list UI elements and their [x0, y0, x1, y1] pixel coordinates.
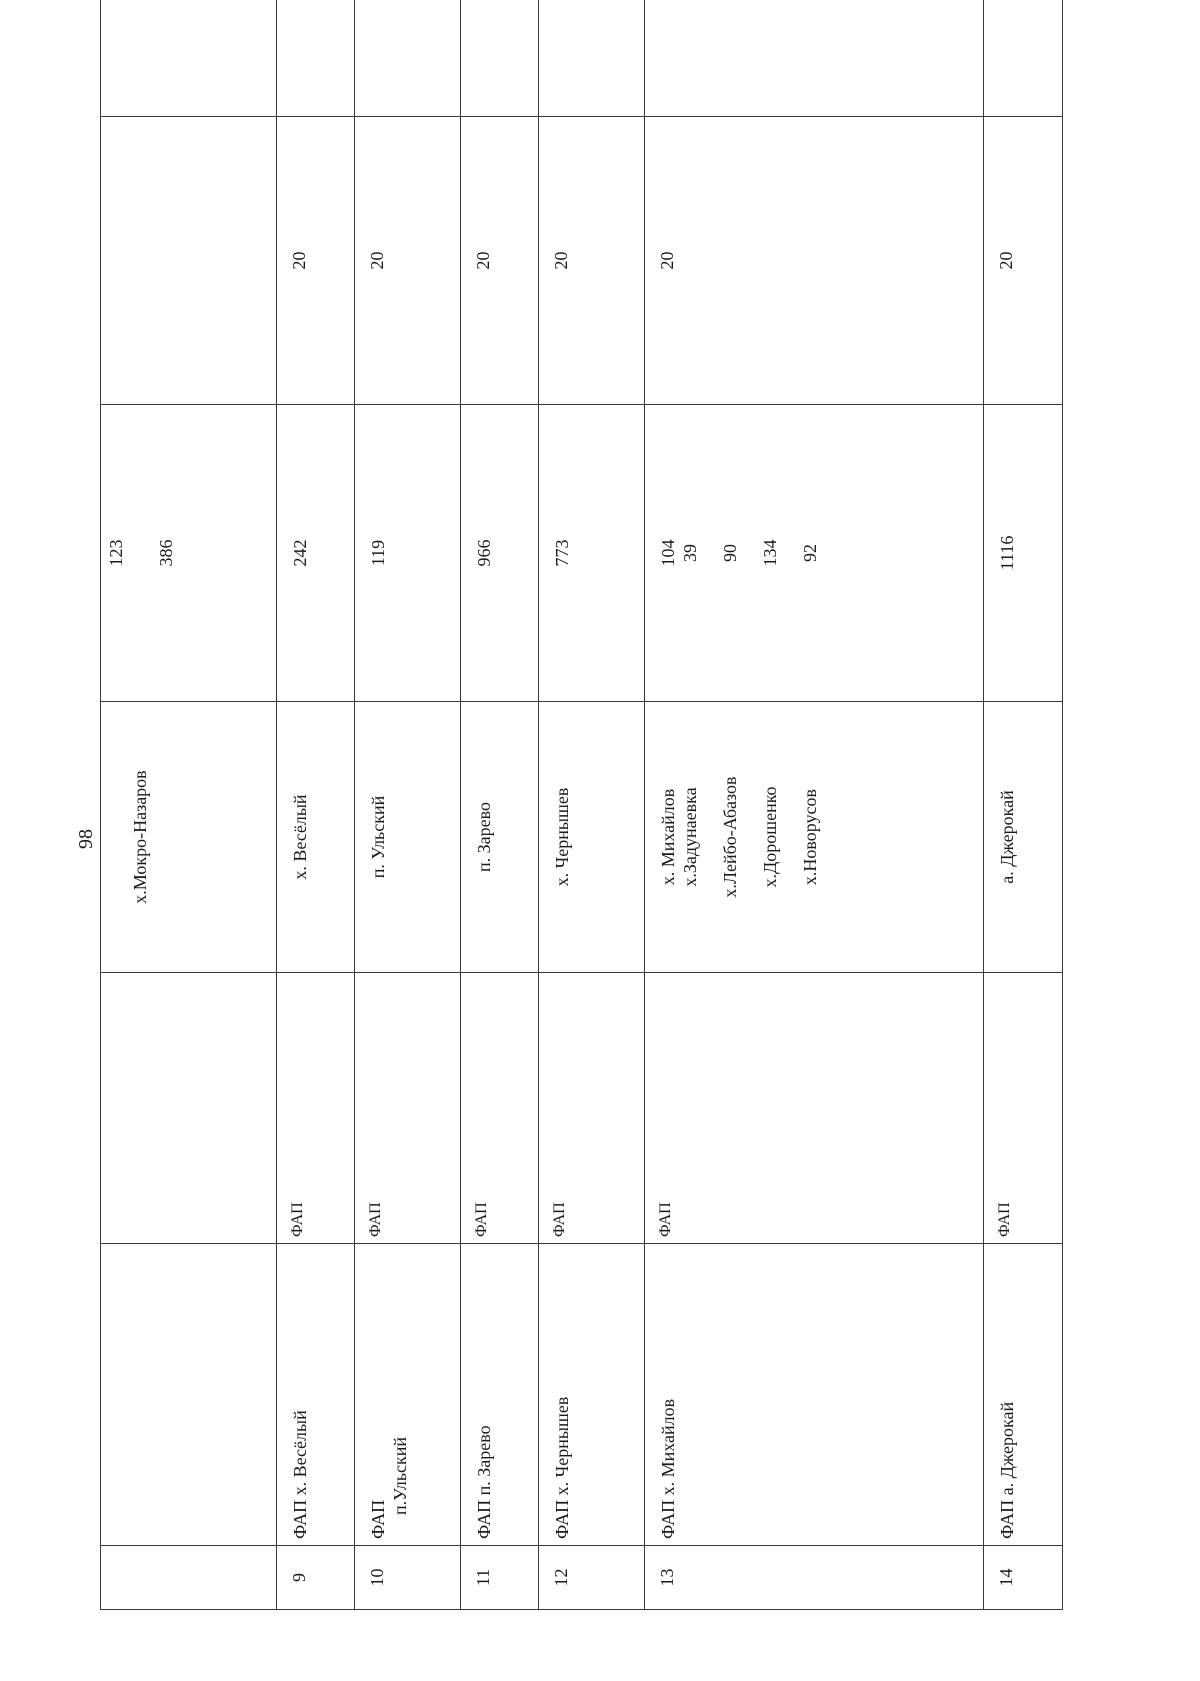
cell-extra: [276, 0, 354, 117]
value-text: 20: [366, 251, 387, 270]
cell-type: [984, 973, 1063, 1244]
facility-type: ФАП: [473, 1202, 491, 1237]
cell-population: [645, 405, 984, 702]
facility-name: ФАП х. Михайлов: [658, 1398, 679, 1539]
value-text: 20: [550, 251, 571, 270]
cell-num: [461, 1546, 539, 1610]
cell-type: [101, 973, 277, 1244]
location-text: х.Задунаевка: [680, 787, 701, 887]
cell-population: [101, 405, 277, 702]
cell-value: [101, 117, 277, 405]
cell-location: [538, 702, 645, 973]
value-text: 20: [657, 251, 678, 270]
extra-text: [657, 0, 678, 116]
cell-population: [984, 405, 1063, 702]
page-number: 98: [75, 829, 97, 849]
cell-value: [461, 117, 539, 405]
table-row: [276, 0, 354, 1610]
cell-extra: [461, 0, 539, 117]
location-text: п. Зарево: [474, 802, 495, 873]
cell-population: [538, 405, 645, 702]
cell-value: [984, 117, 1063, 405]
cell-num: [354, 1546, 461, 1610]
facility-name: ФАП: [367, 1499, 388, 1539]
population-text: 92: [800, 544, 821, 562]
extra-text: [473, 0, 494, 116]
cell-extra: [101, 0, 277, 117]
table-row: [461, 0, 539, 1610]
extra-text: [289, 0, 310, 116]
cell-extra: [645, 0, 984, 117]
facility-name: ФАП п. Зарево: [474, 1425, 495, 1539]
cell-name: [354, 1244, 461, 1546]
population-text: 119: [367, 539, 388, 567]
facility-name: ФАП х. Весёлый: [289, 1410, 310, 1539]
row-number: 14: [996, 1568, 1017, 1587]
location-text: х.Мокро-Назаров: [130, 770, 150, 904]
cell-num: [101, 1546, 277, 1610]
value-text: 20: [288, 251, 309, 270]
cell-num: [645, 1546, 984, 1610]
cell-population: [354, 405, 461, 702]
population-text: 90: [720, 544, 741, 562]
row-number: 11: [473, 1568, 494, 1587]
cell-value: [276, 117, 354, 405]
row-number: 12: [550, 1568, 571, 1587]
location-text: п. Ульский: [367, 795, 388, 879]
table-body: [101, 0, 1063, 1610]
row-number: 9: [288, 1573, 309, 1582]
facility-type: ФАП: [550, 1202, 568, 1237]
cell-type: [354, 973, 461, 1244]
facility-type: ФАП: [657, 1202, 675, 1237]
cell-population: [461, 405, 539, 702]
cell-extra: [354, 0, 461, 117]
population-text: 242: [289, 539, 310, 567]
population-text: 1116: [997, 535, 1018, 571]
cell-location: [101, 702, 277, 973]
facility-type: ФАП: [996, 1202, 1014, 1237]
location-text: х.Лейбо-Абазов: [720, 776, 741, 898]
location-text: х. Чернышев: [551, 787, 572, 887]
extra-text: [367, 0, 388, 116]
cell-type: [538, 973, 645, 1244]
row-number: 13: [657, 1568, 678, 1587]
cell-location: [645, 702, 984, 973]
cell-location: [984, 702, 1063, 973]
cell-name: [984, 1244, 1063, 1546]
facility-name: ФАП х. Чернышев: [551, 1396, 572, 1539]
location-text: х.Новорусов: [800, 788, 821, 886]
cell-value: [538, 117, 645, 405]
cell-extra: [984, 0, 1063, 117]
population-text: 123: [106, 539, 126, 567]
table-row: [538, 0, 645, 1610]
row-number: 10: [366, 1568, 387, 1587]
cell-num: [984, 1546, 1063, 1610]
facilities-table: [100, 0, 1063, 1610]
facility-type: ФАП: [288, 1202, 306, 1237]
table-row: [984, 0, 1063, 1610]
population-text: 386: [156, 539, 176, 567]
population-text: 39: [680, 544, 701, 562]
cell-name: [645, 1244, 984, 1546]
population-text: 966: [474, 539, 495, 567]
value-text: 20: [996, 251, 1017, 270]
cell-location: [354, 702, 461, 973]
cell-type: [461, 973, 539, 1244]
extra-text: [551, 0, 572, 116]
cell-population: [276, 405, 354, 702]
cell-name: [461, 1244, 539, 1546]
population-text: 134: [760, 539, 781, 567]
cell-name: [538, 1244, 645, 1546]
location-text: х. Михайлов: [658, 788, 679, 886]
cell-value: [645, 117, 984, 405]
cell-name: [276, 1244, 354, 1546]
cell-location: [276, 702, 354, 973]
cell-num: [276, 1546, 354, 1610]
population-text: 104: [658, 539, 679, 567]
location-text: х.Дорошенко: [760, 786, 781, 888]
table-row: [645, 0, 984, 1610]
cell-extra: [538, 0, 645, 117]
location-text: а. Джерокай: [997, 790, 1018, 884]
continuation-row: [101, 0, 277, 1610]
cell-type: [276, 973, 354, 1244]
cell-value: [354, 117, 461, 405]
population-text: 773: [551, 539, 572, 567]
facility-name: п.Ульский: [389, 1436, 410, 1515]
location-text: х. Весёлый: [289, 794, 310, 880]
table-row: [354, 0, 461, 1610]
cell-name: [101, 1244, 277, 1546]
value-text: 20: [473, 251, 494, 270]
cell-num: [538, 1546, 645, 1610]
cell-location: [461, 702, 539, 973]
extra-text: [996, 0, 1017, 116]
facility-type: ФАП: [366, 1202, 384, 1237]
facility-name: ФАП а. Джерокай: [997, 1401, 1018, 1539]
cell-type: [645, 973, 984, 1244]
